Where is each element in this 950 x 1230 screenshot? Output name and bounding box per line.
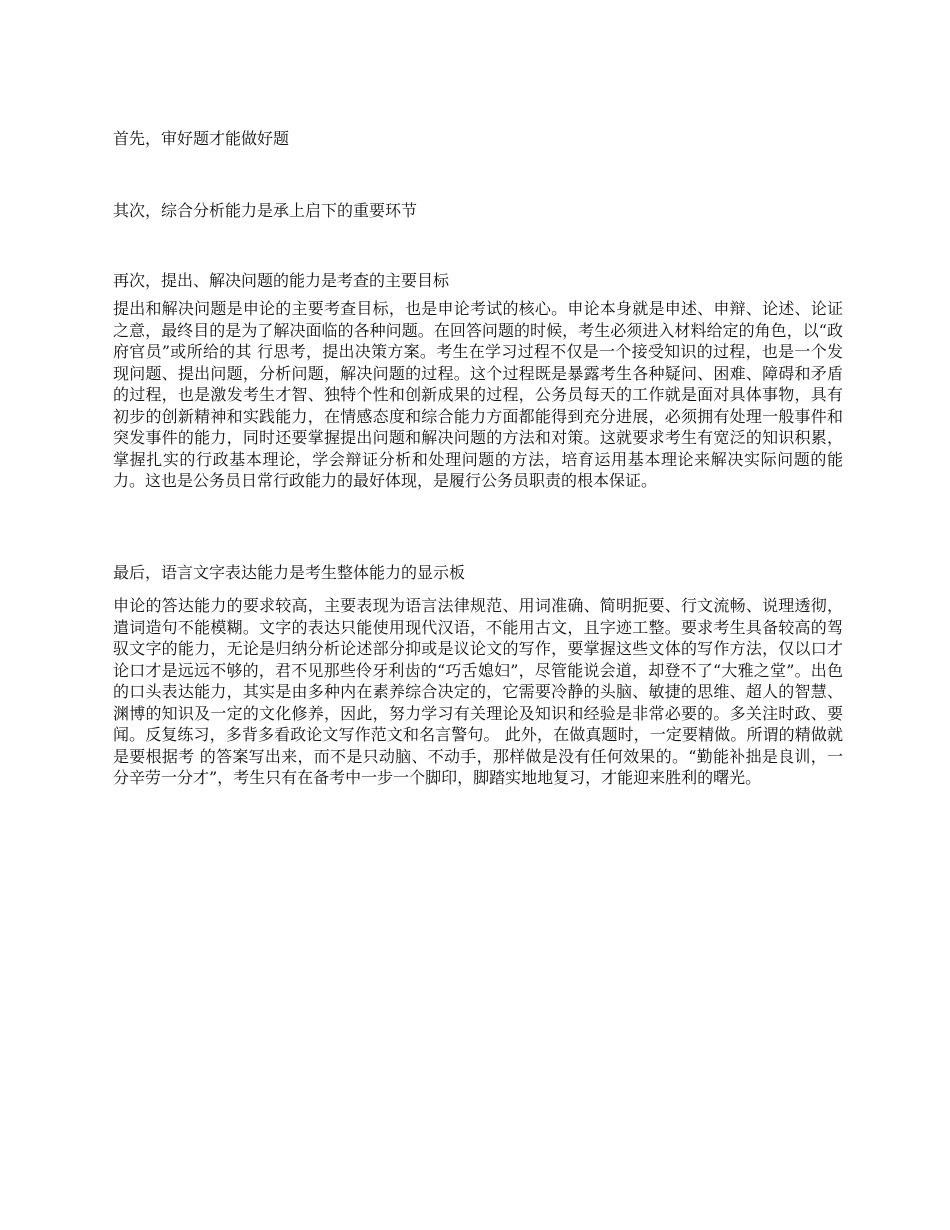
heading-analysis-ability: 其次，综合分析能力是承上启下的重要环节 [113, 201, 418, 220]
heading-language-expression: 最后，语言文字表达能力是考生整体能力的显示板 [113, 563, 466, 582]
paragraph-problem-solving: 提出和解决问题是申论的主要考查目标，也是申论考试的核心。申论本身就是申述、申辩、论述、论证之意，最终目的是为了解决面临的各种问题。在回答问题的时候，考生必须进入材料给定的角色，以“政府官员”或所给的其 行思考，提出决策方案。考生在学习过程不仅是一个接受知识的过程，也是一个发现问题、提出问题，分析问题，解决问题的过程。这个过程既是暴露考生各种疑问、困难、障碍和矛盾的过程，也是激发考生才智、独特个性和创新成果的过程，公务员每天的工作就是面对具体事物，具有初步的创新精神和实践能力，在情感态度和综合能力方面都能得到充分进展，必须拥有处理一般事件和突发事件的能力，同时还要掌握提出问题和解决问题的方法和对策。这就要求考生有宽泛的知识积累，掌握扎实的行政基本理论，学会辩证分析和处理问题的方法，培育运用基本理论来解决实际问题的能力。这也是公务员日常行政能力的最好体现，是履行公务员职责的根本保证。 [113, 299, 843, 490]
heading-review-question: 首先，审好题才能做好题 [113, 129, 290, 148]
heading-problem-solving: 再次，提出、解决问题的能力是考查的主要目标 [113, 271, 450, 290]
paragraph-language-expression: 申论的答达能力的要求较高，主要表现为语言法律规范、用词准确、简明扼要、行文流畅、说理透彻，遣词造句不能模糊。文字的表达只能使用现代汉语，不能用古文，且字迹工整。要求考生具备较高的驾驭文字的能力，无论是归纳分析论述部分抑或是议论文的写作，要掌握这些文体的写作方法，仅以口才论口才是远远不够的，君不见那些伶牙利齿的“巧舌媳妇”，尽管能说会道，却登不了“大雅之堂”。出色的口头表达能力，其实是由多种内在素养综合决定的，它需要冷静的头脑、敏捷的思维、超人的智慧、渊博的知识及一定的文化修养，因此，努力学习有关理论及知识和经验是非常必要的。多关注时政、要闻。反复练习，多背多看政论文写作范文和名言警句。 此外，在做真题时，一定要精做。所谓的精做就是要根据考 的答案写出来，而不是只动脑、不动手，那样做是没有任何效果的。“勤能补拙是良训，一分辛劳一分才”，考生只有在备考中一步一个脚印，脚踏实地地复习，才能迎来胜利的曙光。 [113, 596, 843, 787]
